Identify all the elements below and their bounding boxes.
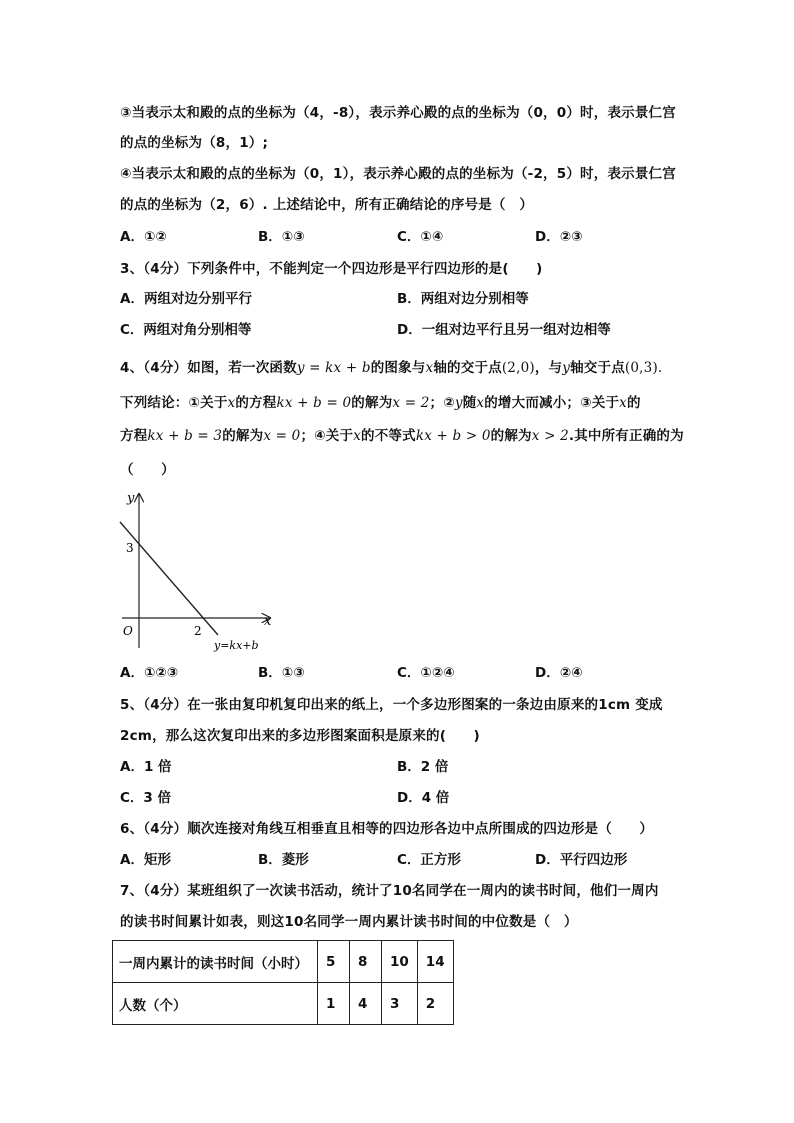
y-axis-label: y <box>127 491 135 506</box>
line-equation-label: y=kx+b <box>214 639 259 652</box>
q5-line2: 2cm，那么这次复印出来的多边形图案面积是原来的( ) <box>120 728 480 744</box>
q4-function-graph <box>112 488 282 658</box>
q4-option-c: C．①②④ <box>397 665 455 681</box>
q3-option-d: D．一组对边平行且另一组对边相等 <box>397 322 611 338</box>
table-row <box>113 941 454 983</box>
q4-text: 的方程 <box>235 395 277 411</box>
table-cell: 1 <box>318 983 350 1025</box>
table-cell: 10 <box>382 941 418 983</box>
q6-stem: 6、（4分）顺次连接对角线互相垂直且相等的四边形各边中点所围成的四边形是（ ） <box>120 821 654 837</box>
q4-text: 方程 <box>120 428 148 444</box>
q5-option-c: C．3 倍 <box>120 790 172 806</box>
q3-stem: 3、（4分）下列条件中，不能判定一个四边形是平行四边形的是( ) <box>120 261 543 277</box>
q4-var-y: y <box>562 360 571 376</box>
q4-text: 的解为 <box>222 428 264 444</box>
table-cell: 14 <box>417 941 453 983</box>
q4-line2 <box>120 394 641 412</box>
q4-text: 轴交于点 <box>570 360 625 376</box>
q4-var-y: y <box>454 395 463 411</box>
q3-option-a: A．两组对边分别平行 <box>120 291 252 307</box>
q2-option-a: A．①② <box>120 229 167 245</box>
q4-text: 轴的交于点 <box>433 360 502 376</box>
q4-solution-1: x = 2 <box>392 395 430 411</box>
q4-point-y-intercept: (0,3). <box>624 360 663 376</box>
q4-inequality: kx + b > 0 <box>415 428 491 444</box>
x-axis-label: x <box>264 614 272 629</box>
q4-text: 的不等式 <box>361 428 416 444</box>
q4-line3 <box>120 427 684 445</box>
q4-function-formula: y = kx + b <box>296 360 371 376</box>
q2-statement-4-line1: ④当表示太和殿的点的坐标为（0，1），表示养心殿的点的坐标为（-2，5）时，表示景仁宫 <box>120 166 676 182</box>
q4-text: 的 <box>626 395 641 411</box>
q5-line1: 5、（4分）在一张由复印机复印出来的纸上，一个多边形图案的一条边由原来的1cm 变成 <box>120 697 663 713</box>
q4-text: 4、（4分）如图，若一次函数 <box>120 360 297 376</box>
q2-statement-3-line2: 的点的坐标为（8，1）; <box>120 135 269 151</box>
q4-var-x: x <box>619 395 627 411</box>
q4-option-a: A．①②③ <box>120 665 179 681</box>
q2-option-d: D．②③ <box>535 229 583 245</box>
q2-statement-3-line1: ③当表示太和殿的点的坐标为（4，-8），表示养心殿的点的坐标为（0，0）时，表示景仁宫 <box>120 105 676 121</box>
table-cell: 4 <box>350 983 382 1025</box>
x-intercept-label: 2 <box>194 624 202 638</box>
table-row-header: 人数（个） <box>113 983 318 1025</box>
table-cell: 5 <box>318 941 350 983</box>
q4-text: 随 <box>462 395 477 411</box>
q4-var-x: x <box>227 395 236 411</box>
table-row-header: 一周内累计的读书时间（小时） <box>113 941 318 983</box>
q4-var-x: x <box>353 428 362 444</box>
q4-text: 的增大而减小；③关于 <box>484 395 620 411</box>
q6-option-d: D．平行四边形 <box>535 852 628 868</box>
q4-equation-1: kx + b = 0 <box>276 395 352 411</box>
q4-text: 的图象与 <box>370 360 426 376</box>
q4-text: ，与 <box>534 360 563 376</box>
q4-solution-3: x > 2 <box>531 428 569 444</box>
q2-option-c: C．①④ <box>397 229 444 245</box>
q3-option-c: C．两组对角分别相等 <box>120 322 252 338</box>
table-cell: 8 <box>350 941 382 983</box>
q4-line1 <box>120 359 662 377</box>
q2-statement-4-line2: 的点的坐标为（2，6）. 上述结论中，所有正确结论的序号是（ ） <box>120 197 534 213</box>
q6-option-c: C．正方形 <box>397 852 461 868</box>
origin-label: O <box>123 624 133 638</box>
q4-answer-blank: （ ） <box>120 462 175 478</box>
q4-solution-2: x = 0 <box>263 428 301 444</box>
q4-option-b: B．①③ <box>258 665 305 681</box>
q7-line1: 7、（4分）某班组织了一次读书活动，统计了10名同学在一周内的读书时间，他们一周内 <box>120 883 659 899</box>
table-cell: 2 <box>417 983 453 1025</box>
q4-text: 下列结论：①关于 <box>120 395 228 411</box>
y-intercept-label: 3 <box>126 541 134 555</box>
q4-var-x: x <box>425 360 434 376</box>
q4-equation-2: kx + b = 3 <box>147 428 223 444</box>
q2-option-b: B．①③ <box>258 229 305 245</box>
table-cell: 3 <box>382 983 418 1025</box>
q4-text: 的解为 <box>351 395 393 411</box>
q6-option-b: B．菱形 <box>258 852 309 868</box>
q7-line2: 的读书时间累计如表，则这10名同学一周内累计读书时间的中位数是（ ） <box>120 914 578 930</box>
q4-var-x: x <box>476 395 485 411</box>
q4-text: ；④关于 <box>300 428 354 444</box>
q4-text: 的解为 <box>490 428 532 444</box>
reading-time-table <box>112 940 454 1025</box>
q6-option-a: A．矩形 <box>120 852 171 868</box>
q4-point-x-intercept: (2,0) <box>501 360 535 376</box>
q5-option-d: D．4 倍 <box>397 790 450 806</box>
q4-option-d: D．②④ <box>535 665 583 681</box>
q5-option-b: B．2 倍 <box>397 759 449 775</box>
table-row <box>113 983 454 1025</box>
q4-text: .其中所有正确的为 <box>568 428 684 444</box>
q4-text: ；② <box>429 395 455 411</box>
q5-option-a: A．1 倍 <box>120 759 172 775</box>
q3-option-b: B．两组对边分别相等 <box>397 291 529 307</box>
